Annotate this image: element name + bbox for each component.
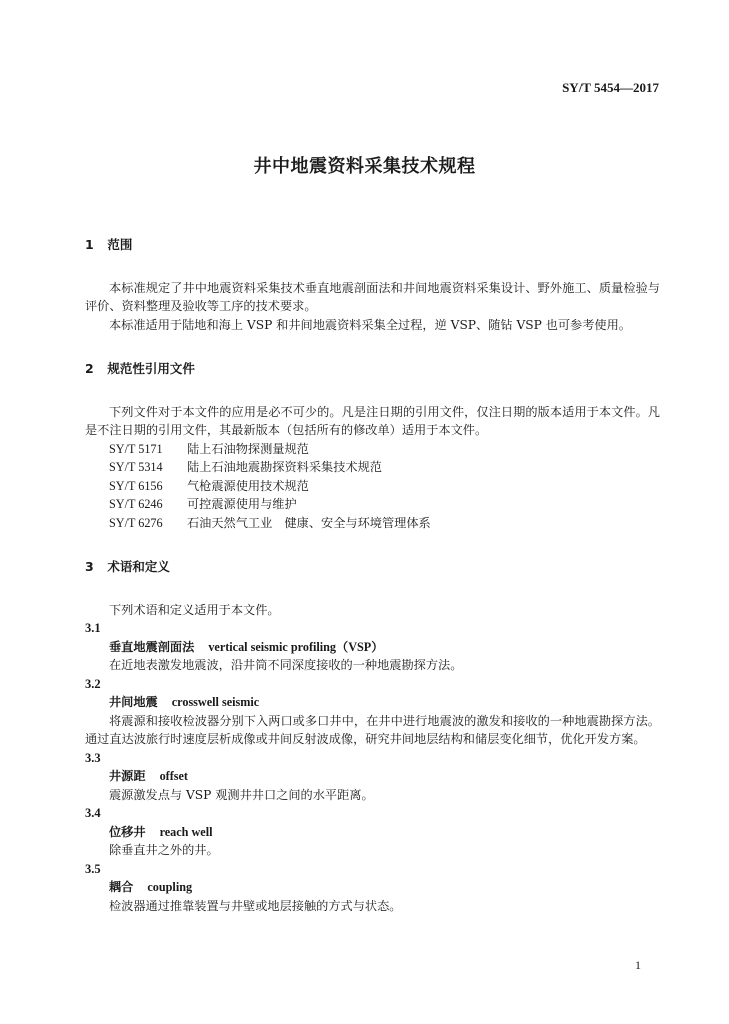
term-name-zh: 位移井 (109, 824, 146, 839)
term-definition: 在近地表激发地震波，沿井筒不同深度接收的一种地震勘探方法。 (109, 658, 463, 672)
term-name (85, 823, 660, 842)
reference-code: SY/T 6246 (109, 497, 163, 511)
term-entry (85, 860, 660, 916)
term-definition: 检波器通过推靠装置与井壁或地层接触的方式与状态。 (109, 898, 402, 913)
term-name-zh: 井源距 (109, 769, 146, 783)
section-number: 1 (85, 237, 94, 252)
reference-item (85, 477, 660, 496)
reference-title: 陆上石油地震勘探资料采集技术规范 (187, 460, 382, 474)
reference-item (85, 440, 660, 459)
term-number: 3.5 (85, 861, 101, 876)
reference-title: 可控震源使用与维护 (187, 497, 297, 511)
term-name-zh: 垂直地震剖面法 (109, 639, 195, 654)
term-entry (85, 804, 660, 860)
reference-code: SY/T 6156 (109, 478, 163, 493)
term-name-en: coupling (147, 880, 193, 894)
standard-code: SY/T 5454—2017 (562, 80, 659, 95)
reference-code: SY/T 5314 (109, 460, 163, 474)
term-name-en: reach well (159, 824, 213, 839)
term-definition: 将震源和接收检波器分别下入两口或多口井中，在井中进行地震波的激发和接收的一种地震勘探方法。通过直达波旅行时速度层析成像或井间反射波成像，研究井间地层结构和储层变化细节，优化开发方案。 (85, 713, 660, 746)
section-title: 规范性引用文件 (107, 361, 195, 376)
section-title: 术语和定义 (107, 559, 170, 574)
section-heading-normative-references (85, 360, 660, 379)
term-name-en: crosswell seismic (171, 695, 260, 709)
reference-code: SY/T 5171 (109, 441, 163, 456)
term-number: 3.3 (85, 750, 101, 765)
term-entry (85, 675, 660, 749)
reference-item (85, 458, 660, 477)
term-name-zh: 井间地震 (109, 695, 158, 709)
document-body (85, 236, 660, 915)
term-name-en: offset (159, 769, 188, 783)
term-entry (85, 749, 660, 805)
section-title: 范围 (107, 237, 133, 252)
reference-item (85, 495, 660, 514)
term-name (85, 767, 660, 786)
paragraph: 本标准规定了井中地震资料采集技术垂直地震剖面法和井间地震资料采集设计、野外施工、质量检验与评价、资料整理及验收等工序的技术要求。 (85, 280, 660, 313)
section-number: 3 (85, 559, 94, 574)
reference-item (85, 514, 660, 533)
reference-title: 石油天然气工业 健康、安全与环境管理体系 (187, 515, 431, 530)
term-entry (85, 619, 660, 675)
term-number: 3.2 (85, 676, 101, 691)
section-number: 2 (85, 361, 94, 376)
paragraph: 下列术语和定义适用于本文件。 (109, 602, 280, 617)
term-name-en: vertical seismic profiling（VSP） (208, 639, 384, 654)
term-number: 3.4 (85, 806, 101, 820)
term-name (85, 878, 660, 897)
document-title: 井中地震资料采集技术规程 (253, 156, 476, 177)
term-number: 3.1 (85, 621, 101, 635)
section-heading-scope (85, 236, 660, 255)
term-definition: 除垂直井之外的井。 (109, 843, 219, 857)
paragraph: 下列文件对于本文件的应用是必不可少的。凡是注日期的引用文件，仅注日期的版本适用于本文件。凡是不注日期的引用文件，其最新版本（包括所有的修改单）适用于本文件。 (85, 404, 660, 437)
term-definition: 震源激发点与 VSP 观测井井口之间的水平距离。 (109, 787, 374, 802)
term-name (85, 693, 660, 712)
section-heading-terms-definitions (85, 558, 660, 577)
term-name-zh: 耦合 (109, 880, 134, 894)
reference-code: SY/T 6276 (109, 515, 163, 530)
page-number: 1 (635, 958, 641, 972)
reference-title: 陆上石油物探测量规范 (187, 441, 309, 456)
paragraph: 本标准适用于陆地和海上 VSP 和井间地震资料采集全过程，逆 VSP、随钻 VSP 也可参考使用。 (109, 317, 631, 332)
reference-title: 气枪震源使用技术规范 (187, 478, 309, 493)
term-name (85, 638, 660, 657)
reference-list (85, 440, 660, 533)
